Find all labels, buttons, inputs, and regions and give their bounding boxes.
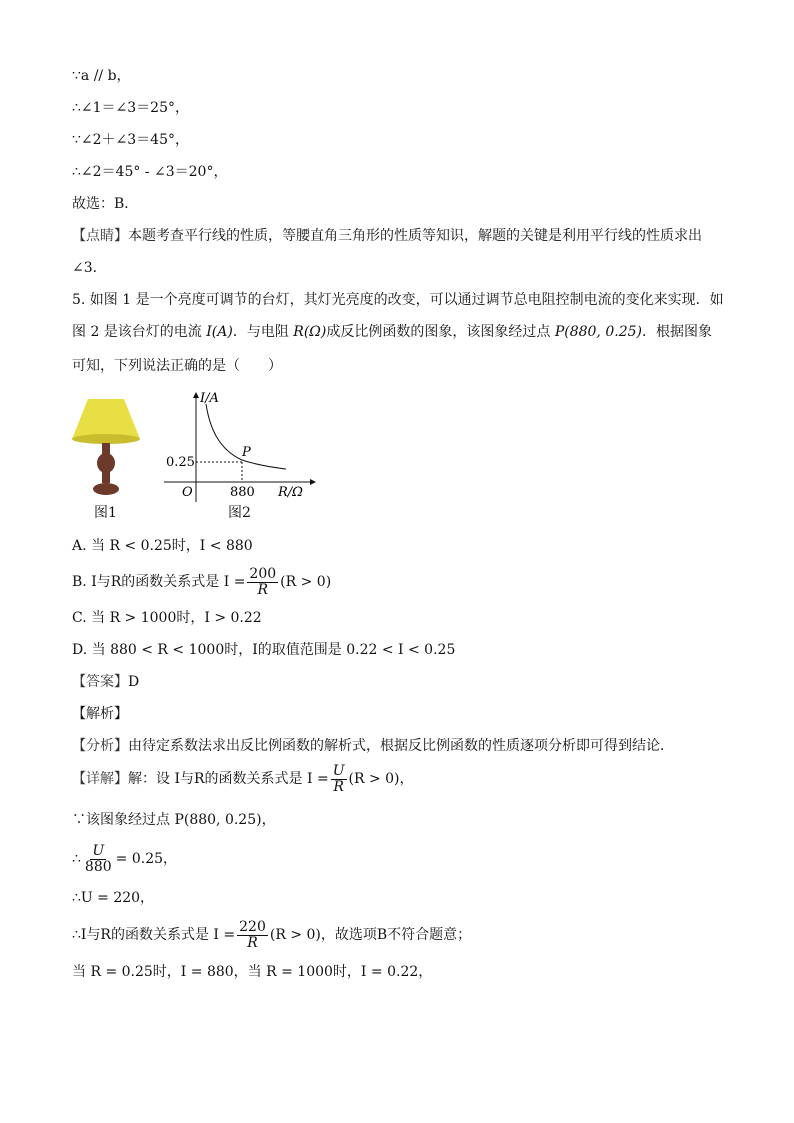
detail-fraction [331, 764, 347, 795]
option-b-denominator: R [257, 581, 269, 598]
q2-a: 图 2 是该台灯的电流 [72, 324, 202, 340]
step-4-numerator: 220 [239, 918, 266, 935]
comment-text: 本题考查平行线的性质，等腰直角三角形的性质等知识，解题的关键是利用平行线的性质求出 [128, 228, 702, 244]
comment-line [72, 226, 702, 246]
point-label: P [242, 445, 251, 460]
graph-figure [160, 390, 320, 505]
detail-prefix: 解：设 I与R的函数关系式是 I = [128, 771, 329, 787]
answer-line [72, 672, 139, 692]
step-2-fraction [83, 844, 114, 875]
figure-2-caption: 图2 [228, 505, 251, 521]
option-b [72, 566, 331, 598]
option-c: C. 当 R > 1000时，I > 0.22 [72, 610, 262, 626]
q2-c: ．与电阻 [232, 324, 289, 340]
solution-line-4: ∴∠2＝45° - ∠3＝20°， [72, 164, 228, 180]
q2-resistance: R(Ω) [293, 324, 327, 340]
step-2-prefix: ∴ [72, 851, 81, 867]
lamp-body [97, 453, 115, 473]
axis-y-label: I/A [200, 391, 219, 406]
lamp-shade [72, 399, 140, 439]
option-b-suffix: (R > 0) [280, 574, 332, 590]
step-4 [72, 918, 471, 952]
solution-line-2: ∴∠1＝∠3＝25°， [72, 100, 189, 116]
detail-tag: 【详解】 [72, 771, 128, 787]
detail-denominator: R [333, 778, 344, 795]
answer-value: D [128, 674, 140, 690]
step-2-denominator: 880 [84, 858, 112, 875]
q2-g: ．根据图象 [641, 324, 712, 340]
origin-label: O [182, 485, 193, 500]
step-4-suffix: (R > 0)，故选项B不符合题意； [269, 927, 472, 943]
option-a: A. 当 R < 0.25时，I < 880 [72, 538, 253, 554]
q2-point: P(880, 0.25) [554, 324, 642, 340]
figure-1-caption: 图1 [94, 505, 117, 521]
step-3: ∴U = 220， [72, 890, 155, 906]
step-4-fraction [237, 920, 268, 951]
lamp-figure [68, 395, 148, 500]
option-b-prefix: B. I与R的函数关系式是 I = [72, 574, 246, 590]
y-tick-label: 0.25 [166, 455, 195, 470]
lamp-stem [102, 471, 110, 483]
question-line-3: 可知，下列说法正确的是（ ） [72, 358, 282, 374]
q2-e: 成反比例函数的图象，该图象经过点 [326, 324, 551, 340]
solution-line-1: ∵a // b， [72, 68, 131, 84]
fenxi-text: 由待定系数法求出反比例函数的解析式，根据反比例函数的性质逐项分析即可得到结论． [128, 738, 674, 754]
lamp-base [93, 483, 119, 495]
fenxi-tag: 【分析】 [72, 738, 128, 754]
x-tick-label: 880 [230, 485, 255, 500]
option-b-fraction [247, 567, 278, 598]
question-line-2 [72, 322, 712, 342]
q2-current: I(A) [206, 324, 233, 340]
answer-tag: 【答案】 [72, 674, 128, 690]
step-2 [72, 842, 177, 876]
step-4-denominator: R [247, 934, 258, 951]
option-b-numerator: 200 [249, 565, 277, 582]
lamp-shade-rim [72, 434, 140, 444]
x-axis-arrow [310, 479, 316, 485]
solution-line-5: 故选：B． [72, 196, 139, 212]
comment-tag: 【点睛】 [72, 228, 128, 244]
solution-line-3: ∵∠2＋∠3＝45°， [72, 132, 189, 148]
step-2-suffix: = 0.25， [115, 851, 178, 867]
y-axis-arrow [193, 392, 199, 398]
detail-line [72, 762, 414, 796]
question-line-1: 5. 如图 1 是一个亮度可调节的台灯，其灯光亮度的改变，可以通过调节总电阻控制电流的变化来实现．如 [72, 292, 724, 308]
step-5: 当 R = 0.25时，I = 880，当 R = 1000时，I = 0.22， [72, 964, 433, 980]
fenxi-line [72, 736, 674, 756]
detail-numerator: U [332, 762, 345, 779]
detail-suffix: (R > 0)， [348, 771, 414, 787]
analysis-tag: 【解析】 [72, 706, 128, 722]
step-4-prefix: ∴I与R的函数关系式是 I = [72, 927, 236, 943]
comment-end: ∠3． [72, 260, 107, 276]
option-d: D. 当 880 < R < 1000时，I的取值范围是 0.22 < I < 0.25 [72, 642, 456, 658]
axis-x-label: R/Ω [278, 485, 303, 500]
step-2-numerator: U [92, 842, 105, 859]
step-1: ∵该图象经过点 P(880, 0.25)， [72, 812, 276, 828]
